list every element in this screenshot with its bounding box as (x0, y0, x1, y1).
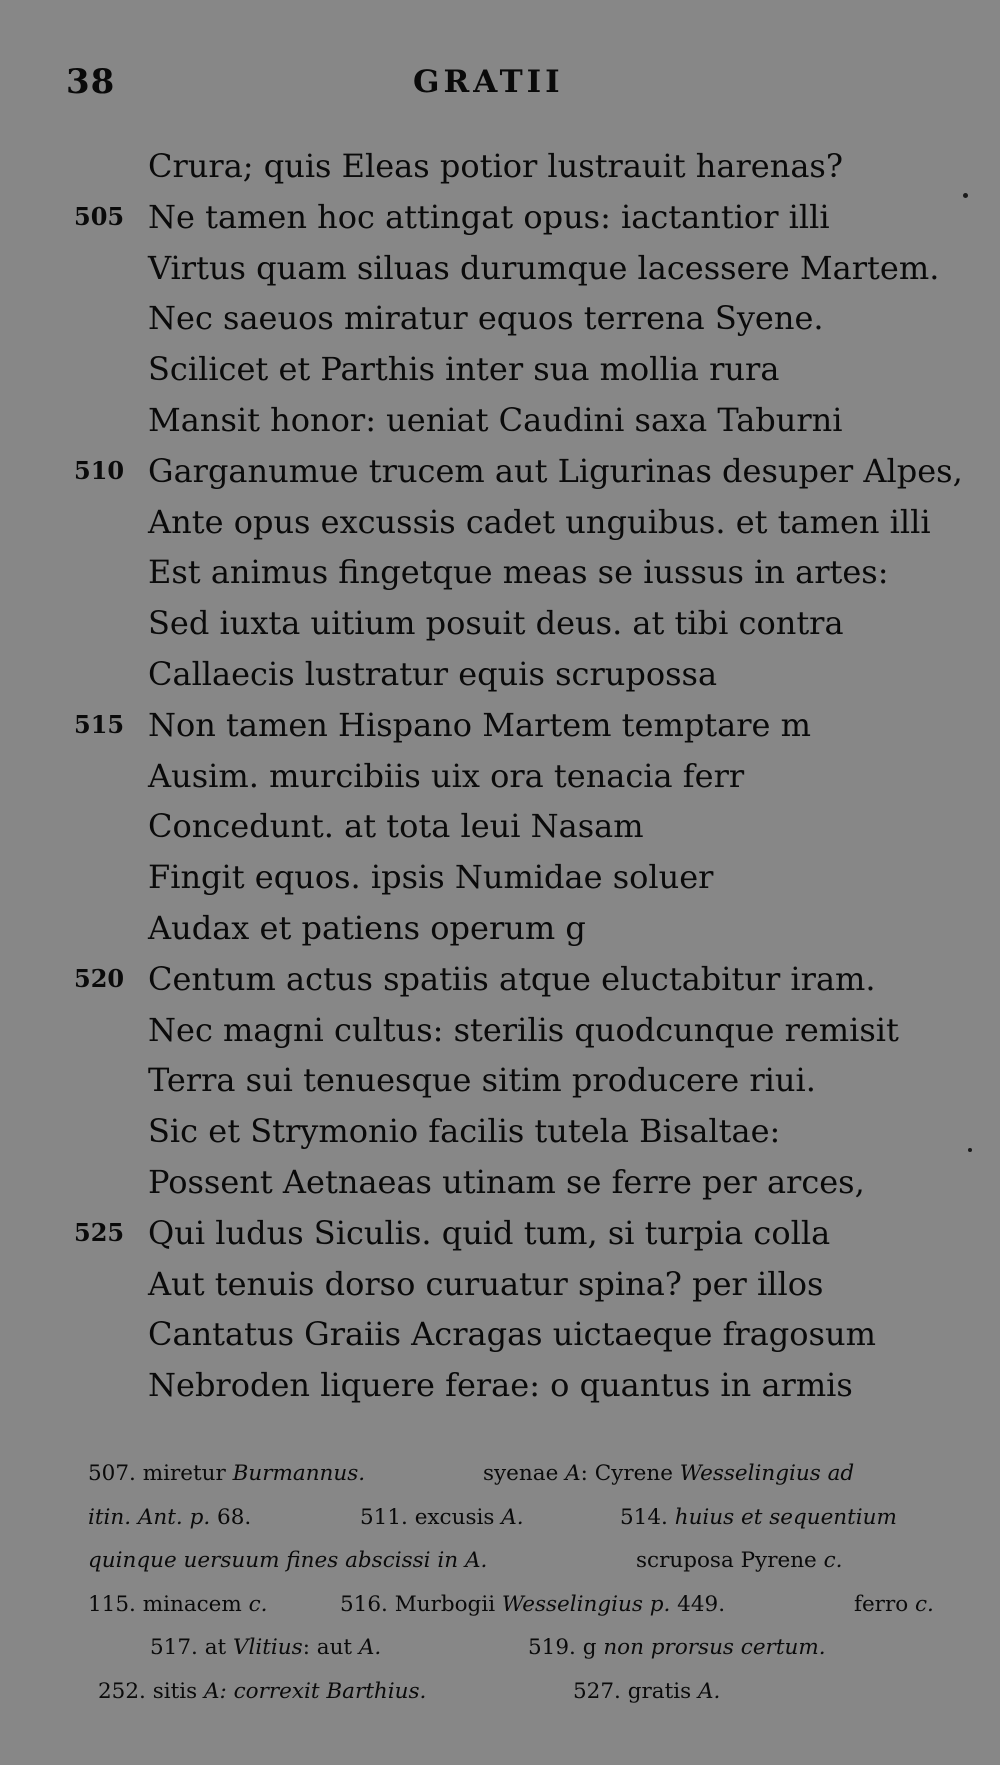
verse-line (0, 446, 1000, 497)
note-entry (340, 1583, 725, 1627)
verse-line (0, 649, 1000, 700)
verse-text: Possent Aetnaeas utinam se ferre per arces, (148, 1162, 865, 1201)
verse-line (0, 954, 1000, 1005)
verse-text: Qui ludus Siculis. quid tum, si turpia colla (148, 1213, 831, 1252)
verse-block (0, 141, 1000, 1411)
verse-line (0, 141, 1000, 192)
verse-text: Garganumue trucem aut Ligurinas desuper Alpes, (148, 451, 963, 490)
verse-text: Fingit equos. ipsis Numidae soluer (148, 858, 714, 897)
note-text: 527. gratis (573, 1678, 698, 1704)
verse-number: 510 (74, 455, 125, 485)
verse-text: Non tamen Hispano Martem temptare m (148, 705, 811, 744)
note-italic: c. (248, 1591, 268, 1617)
verse-number: 520 (74, 963, 125, 993)
note-entry (620, 1496, 897, 1540)
verse-line (0, 1005, 1000, 1056)
verse-line (0, 497, 1000, 548)
verse-line (0, 700, 1000, 751)
verse-text: Ne tamen hoc attingat opus: iactantior illi (148, 197, 830, 236)
note-italic: A. (697, 1678, 721, 1704)
verse-line (0, 293, 1000, 344)
note-italic: A. (501, 1504, 524, 1530)
verse-text: Ante opus excussis cadet unguibus. et tamen illi (148, 502, 931, 541)
verse-line (0, 1208, 1000, 1259)
note-text: 507. miretur (88, 1461, 233, 1486)
note-text: 511. excusis (360, 1504, 502, 1530)
verse-text: Mansit honor: ueniat Caudini saxa Taburni (148, 400, 843, 439)
note-entry (150, 1626, 381, 1670)
verse-text: Callaecis lustratur equis scrupossa (148, 654, 718, 693)
note-line (88, 1583, 968, 1627)
verse-text: Audax et patiens operum g (148, 908, 586, 947)
note-entry (573, 1670, 720, 1714)
print-speck (963, 193, 968, 198)
note-text: : aut (302, 1635, 359, 1660)
verse-text: Centum actus spatiis atque eluctabitur iram. (148, 959, 876, 998)
note-italic: Vlitius (233, 1635, 303, 1660)
note-line (88, 1670, 968, 1714)
note-text: 68. (210, 1504, 252, 1530)
note-entry (98, 1670, 426, 1714)
verse-text: Scilicet et Parthis inter sua mollia rura (148, 350, 780, 389)
note-text: 514. (620, 1504, 675, 1530)
note-text: 115. minacem (88, 1591, 249, 1617)
verse-line (0, 547, 1000, 598)
verse-line (0, 1157, 1000, 1208)
note-text: scruposa Pyrene (636, 1548, 824, 1573)
note-italic: Burmannus. (232, 1461, 366, 1486)
note-italic: non prorsus certum. (603, 1635, 826, 1660)
note-italic: A (565, 1461, 581, 1486)
note-entry (528, 1626, 826, 1670)
note-text: 449. (670, 1591, 726, 1617)
note-entry (360, 1496, 524, 1540)
note-italic: c. (823, 1548, 843, 1573)
verse-text: Sic et Strymonio facilis tutela Bisaltae: (148, 1112, 781, 1151)
note-line (88, 1452, 968, 1496)
verse-text: Concedunt. at tota leui Nasam (148, 807, 644, 846)
note-text: 252. sitis (98, 1678, 204, 1704)
verse-text: Ausim. murcibiis uix ora tenacia ferr (148, 756, 745, 795)
note-italic: huius et sequentium (674, 1504, 897, 1530)
note-entry (636, 1539, 843, 1583)
note-line (88, 1496, 968, 1540)
note-entry (88, 1496, 251, 1540)
verse-line (0, 903, 1000, 954)
verse-line (0, 395, 1000, 446)
verse-line (0, 852, 1000, 903)
note-italic: Wesselingius ad (679, 1461, 855, 1486)
verse-line (0, 1309, 1000, 1360)
verse-text: Nec magni cultus: sterilis quodcunque remisit (148, 1010, 899, 1049)
note-entry (854, 1583, 934, 1627)
verse-text: Est animus fingetque meas se iussus in artes: (148, 553, 889, 592)
note-text: 517. at (150, 1635, 233, 1660)
note-text: 519. g (528, 1635, 604, 1660)
verse-line (0, 598, 1000, 649)
verse-line (0, 1055, 1000, 1106)
note-italic: Wesselingius p. (501, 1591, 671, 1617)
note-italic: A: correxit Barthius. (204, 1678, 427, 1704)
note-italic: A. (358, 1635, 382, 1660)
verse-number: 525 (74, 1217, 125, 1247)
verse-line (0, 801, 1000, 852)
verse-text: Terra sui tenuesque sitim producere riui. (148, 1061, 816, 1100)
note-text: : Cyrene (580, 1461, 680, 1486)
verse-line (0, 1360, 1000, 1411)
note-text: syenae (483, 1461, 566, 1486)
print-speck (968, 1148, 972, 1152)
verse-line (0, 344, 1000, 395)
verse-line (0, 243, 1000, 294)
verse-line (0, 751, 1000, 802)
note-line (88, 1539, 968, 1583)
note-entry (88, 1452, 365, 1496)
note-italic: itin. Ant. p. (88, 1504, 211, 1530)
verse-text: Nebroden liquere ferae: o quantus in armis (148, 1366, 853, 1405)
verse-text: Cantatus Graiis Acragas uictaeque fragosum (148, 1315, 876, 1354)
verse-text: Virtus quam siluas durumque lacessere Martem. (148, 248, 940, 287)
verse-text: Aut tenuis dorso curuatur spina? per illos (148, 1264, 824, 1303)
verse-line (0, 1106, 1000, 1157)
critical-apparatus (88, 1452, 968, 1713)
note-entry (88, 1583, 268, 1627)
verse-text: Sed iuxta uitium posuit deus. at tibi contra (148, 604, 844, 643)
note-entry (88, 1539, 487, 1583)
page-header (0, 62, 1000, 112)
note-text: ferro (854, 1591, 916, 1617)
page-number: 38 (66, 62, 116, 102)
verse-text: Nec saeuos miratur equos terrena Syene. (148, 299, 824, 338)
verse-number: 505 (74, 201, 125, 231)
verse-number: 515 (74, 709, 125, 739)
note-italic: c. (915, 1591, 934, 1617)
running-title: GRATII (413, 64, 564, 100)
verse-line (0, 1259, 1000, 1310)
note-italic: quinque uersuum fines abscissi in A. (88, 1548, 488, 1573)
verse-text: Crura; quis Eleas potior lustrauit harenas? (148, 147, 843, 185)
note-line (88, 1626, 968, 1670)
note-entry (483, 1452, 854, 1496)
note-text: 516. Murbogii (340, 1591, 502, 1617)
verse-line (0, 192, 1000, 243)
